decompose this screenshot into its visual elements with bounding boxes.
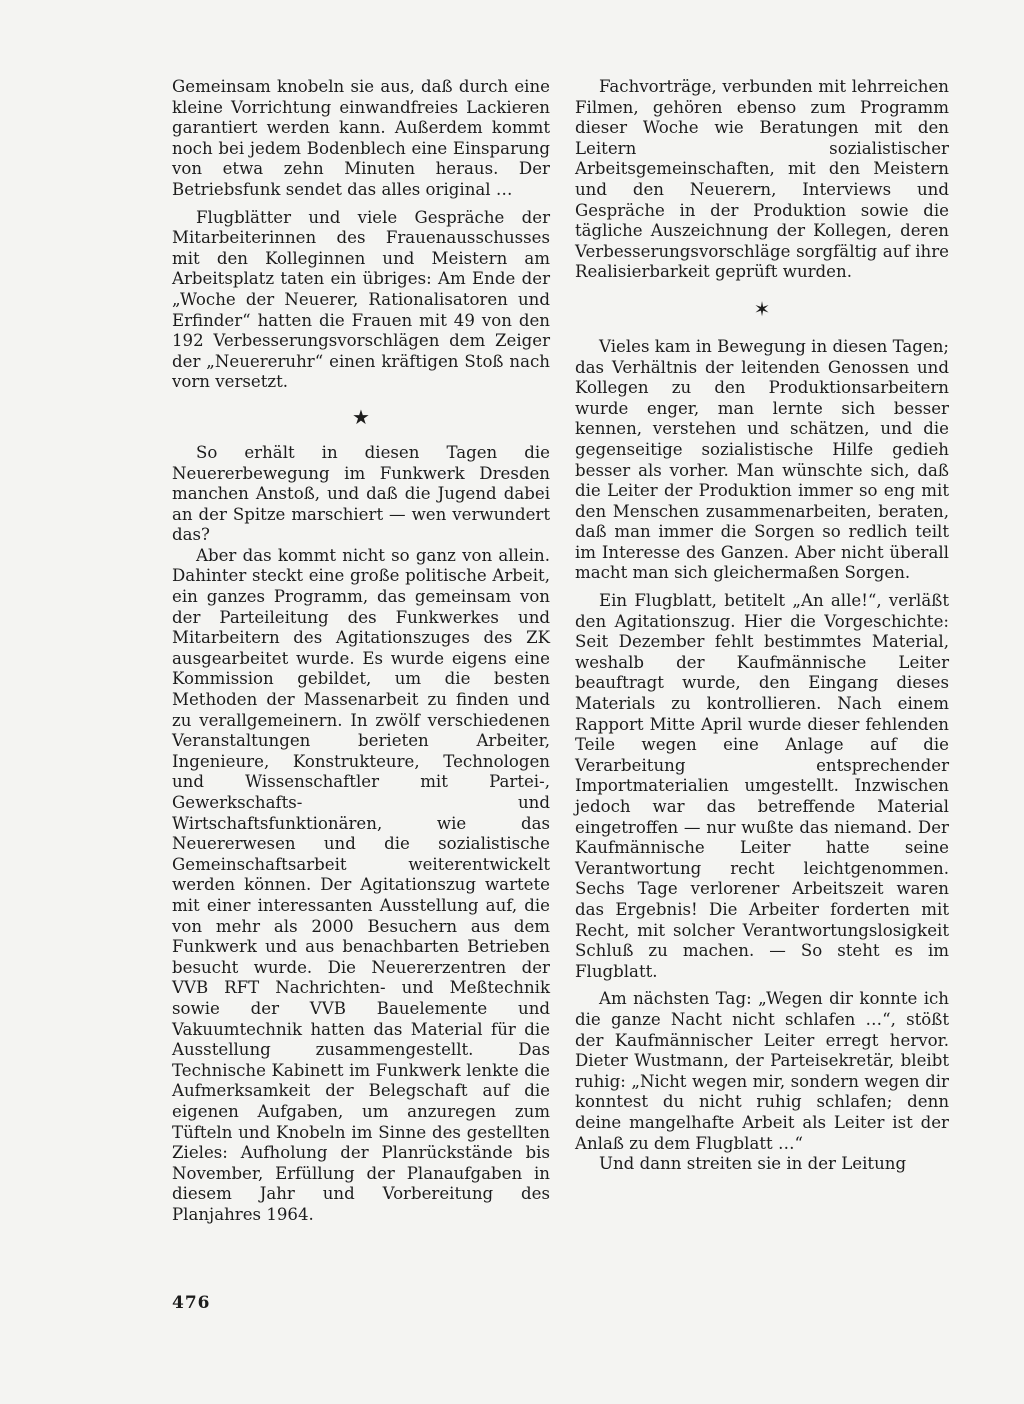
paragraph: Am nächsten Tag: „Wegen dir konnte ich die ganze Nacht nicht schlafen …“, stößt der Kaufmännischer Leiter erregt hervor. Dieter Wustmann, der Parteisekretär, bleibt ruhig: „Nicht wegen mir, sondern wegen dir konntest du nicht ruhig schlafen; denn deine mangelhafte Arbeit als Leiter ist der Anlaß zu dem Flugblatt …“	[575, 989, 949, 1153]
paragraph: Fachvorträge, verbunden mit lehrreichen Filmen, gehören ebenso zum Programm dieser Woche wie Beratungen mit den Leitern sozialistischer Arbeitsgemeinschaften, mit den Meistern und den Neuerern, Interviews und Gespräche in der Produktion sowie die tägliche Auszeichnung der Kollegen, deren Verbesserungsvorschläge sorgfältig auf ihre Realisierbarkeit geprüft wurden.	[575, 77, 949, 282]
page-number: 476	[172, 1293, 211, 1313]
paragraph: Gemeinsam knobeln sie aus, daß durch eine kleine Vorrichtung einwandfreies Lackieren garantiert werden kann. Außerdem kommt noch bei jedem Bodenblech eine Einsparung von etwa zehn Minuten heraus. Der Betriebsfunk sendet das alles original …	[172, 77, 550, 199]
paragraph: Aber das kommt nicht so ganz von allein. Dahinter steckt eine große politische Arbeit, ein ganzes Programm, das gemeinsam von der Parteileitung des Funkwerkes und Mitarbeitern des Agitationszuges des ZK ausgearbeitet wurde. Es wurde eigens eine Kommission gebildet, um die besten Methoden der Massenarbeit zu finden und zu verallgemeinern. In zwölf verschiedenen Veranstaltungen berieten Arbeiter, Ingenieure, Konstrukteure, Technologen und Wissenschaftler mit Partei-, Gewerkschafts- und Wirtschaftsfunktionären, wie das Neuererwesen und die sozialistische Gemeinschaftsarbeit weiterentwickelt werden können. Der Agitationszug wartete mit einer interessanten Ausstellung auf, die von mehr als 2000 Besuchern aus dem Funkwerk und aus benachbarten Betrieben besucht wurde. Die Neuererzentren der VVB RFT Nachrichten- und Meßtechnik sowie der VVB Bauelemente und Vakuumtechnik hatten das Material für die Ausstellung zusammengestellt. Das Technische Kabinett im Funkwerk lenkte die Aufmerksamkeit der Belegschaft auf die eigenen Aufgaben, um anzuregen zum Tüfteln und Knobeln im Sinne des gestellten Zieles: Aufholung der Planrückstände bis November, Erfüllung der Planaufgaben in diesem Jahr und Vorbereitung des Planjahres 1964.	[172, 545, 550, 1224]
asterisk-ornament-icon: ✶	[753, 296, 771, 321]
paragraph: Flugblätter und viele Gespräche der Mitarbeiterinnen des Frauenausschusses mit den Kolleginnen und Meistern am Arbeitsplatz taten ein übriges: Am Ende der „Woche der Neuerer, Rationalisatoren und Erfinder“ hatten die Frauen mit 49 von den 192 Verbesserungsvorschlägen dem Zeiger der „Neuereruhr“ einen kräftigen Stoß nach vorn versetzt.	[172, 207, 550, 392]
star-ornament-icon: ★	[352, 404, 370, 429]
paragraph: So erhält in diesen Tagen die Neuererbewegung im Funkwerk Dresden manchen Anstoß, und daß die Jugend dabei an der Spitze marschiert — wen verwundert das?	[172, 442, 550, 545]
paragraph: Und dann streiten sie in der Leitung	[599, 1154, 907, 1174]
paragraph: Vieles kam in Bewegung in diesen Tagen; das Verhältnis der leitenden Genossen und Kollegen zu den Produktionsarbeitern wurde enger, man lernte sich besser kennen, verstehen und schätzen, und die gegenseitige sozialistische Hilfe gedieh besser als vorher. Man wünschte sich, daß die Leiter der Produktion immer so eng mit den Menschen zusammenarbeiten, beraten, daß man immer die Sorgen so redlich teilt im Interesse des Ganzen. Aber nicht überall macht man sich gleichermaßen Sorgen.	[575, 336, 949, 583]
right-column	[575, 77, 949, 1175]
left-column	[172, 77, 550, 1225]
paragraph: Ein Flugblatt, betitelt „An alle!“, verläßt den Agitationszug. Hier die Vorgeschichte: Seit Dezember fehlt bestimmtes Material, weshalb der Kaufmännische Leiter beauftragt wurde, den Eingang dieses Materials zu kontrollieren. Nach einem Rapport Mitte April wurde dieser fehlenden Teile wegen eine Anlage auf die Verarbeitung entsprechender Importmaterialien umgestellt. Inzwischen jedoch war das betreffende Material eingetroffen — nur wußte das niemand. Der Kaufmännische Leiter hatte seine Verantwortung recht leichtgenommen. Sechs Tage verlorener Arbeitszeit waren das Ergebnis! Die Arbeiter forderten mit Recht, mit solcher Verantwortungslosigkeit Schluß zu machen. — So steht es im Flugblatt.	[575, 591, 949, 981]
